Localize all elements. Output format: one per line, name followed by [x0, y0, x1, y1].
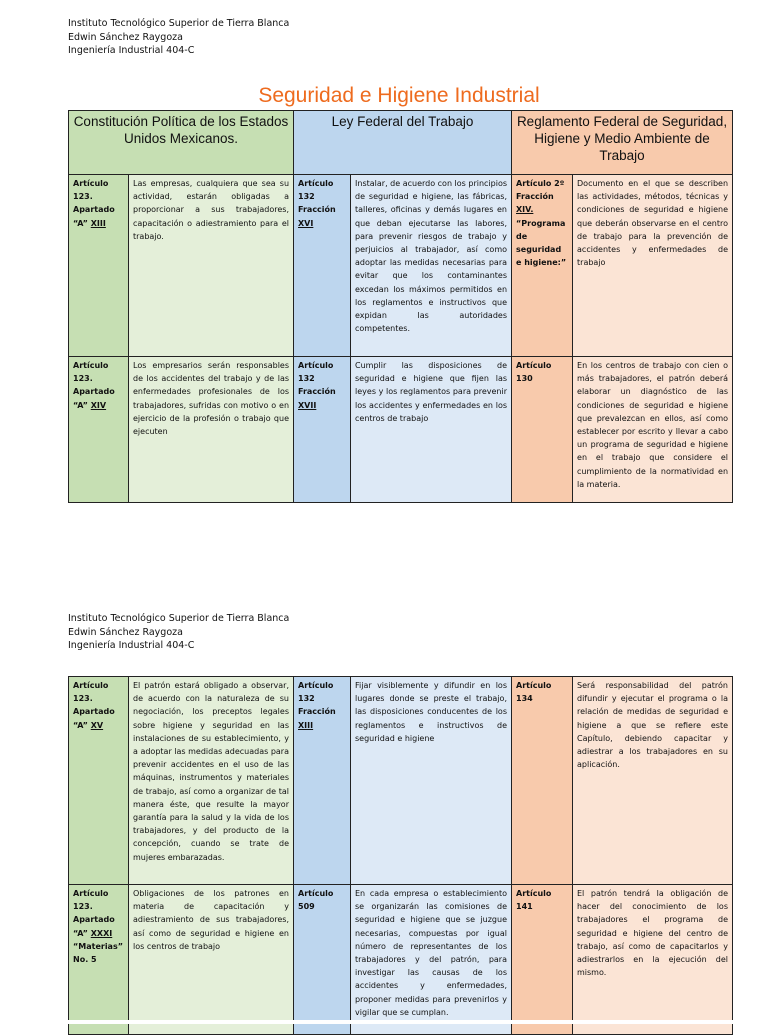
article-cell: Artículo 509	[294, 885, 351, 1035]
table-row	[69, 357, 733, 503]
article-cell: Artículo 132 Fracción XVI	[294, 175, 351, 357]
article-text: Cumplir las disposiciones de seguridad e higiene que fijen las leyes y los reglamentos para prevenir los accidentes y enfermedades en los centros de trabajo	[351, 357, 512, 503]
article-text: Será responsabilidad del patrón difundir y ejecutar el programa o la relación de medidas de seguridad e higiene a que se refiere este Capítulo, debiendo capacitar y adiestrar a los trabajadores en su aplicación.	[573, 677, 733, 885]
document-header-page-2	[68, 612, 289, 653]
author-name: Edwin Sánchez Raygoza	[68, 31, 183, 43]
article-cell: Artículo 123. Apartado “A” XXXI “Materias” No. 5	[69, 885, 129, 1035]
author-name: Edwin Sánchez Raygoza	[68, 626, 183, 638]
article-text: El patrón estará obligado a observar, de acuerdo con la naturaleza de su negociación, los preceptos legales sobre higiene y seguridad en las instalaciones de su establecimiento, y a adoptar las medidas adecuadas para prevenir accidentes en el uso de las máquinas, instrumentos y materiales de trabajo, así como a organizar de tal manera éste, que resulte la mayor garantía para la salud y la vida de los trabajadores, y del producto de la concepción, cuando se trate de mujeres embarazadas.	[129, 677, 294, 885]
document-title: Seguridad e Higiene Industrial	[258, 84, 540, 107]
article-cell: Artículo 132 Fracción XIII	[294, 677, 351, 885]
table-row	[69, 677, 733, 885]
header-ley-federal: Ley Federal del Trabajo	[294, 111, 512, 175]
article-text: En cada empresa o establecimiento se organizarán las comisiones de seguridad e higiene que se juzgue necesarias, compuestas por igual número de representantes de los trabajadores y del patrón, para investigar las causas de los accidentes y enfermedades, proponer medidas para prevenirlos y vigilar que se cumplan.	[351, 885, 512, 1035]
comparison-table-page-2	[68, 676, 733, 1035]
article-cell: Artículo 134	[512, 677, 573, 885]
table-row	[69, 885, 733, 1035]
article-cell: Artículo 123. Apartado “A” XIV	[69, 357, 129, 503]
article-text: El patrón tendrá la obligación de hacer del conocimiento de los trabajadores el programa de seguridad e higiene del centro de trabajo, así como de capacitarlos y adiestrarlos en la ejecución del mismo.	[573, 885, 733, 1035]
course-name: Ingeniería Industrial 404-C	[68, 640, 195, 651]
document-header-page-1	[68, 17, 289, 58]
article-text: Documento en el que se describen las actividades, métodos, técnicas y condiciones de seguridad e higiene que deberán observarse en el centro de trabajo para la prevención de accidentes y enfermedades de trabajo	[573, 175, 733, 357]
course-name: Ingeniería Industrial 404-C	[68, 45, 195, 56]
article-cell: Artículo 141	[512, 885, 573, 1035]
article-text: En los centros de trabajo con cien o más trabajadores, el patrón deberá elaborar un diagnóstico de las condiciones de seguridad e higiene que prevalezcan en ellos, así como establecer por escrito y llevar a cabo un programa de seguridad e higiene en el trabajo que considere el cumplimiento de la normatividad en la materia.	[573, 357, 733, 503]
article-text: Las empresas, cualquiera que sea su actividad, estarán obligadas a proporcionar a sus trabajadores, capacitación o adiestramiento para el trabajo.	[129, 175, 294, 357]
article-cell: Artículo 123. Apartado “A” XV	[69, 677, 129, 885]
table-row	[69, 175, 733, 357]
header-constitucion: Constitución Política de los Estados Unidos Mexicanos.	[69, 111, 294, 175]
article-text: Los empresarios serán responsables de los accidentes del trabajo y de las enfermedades profesionales de los trabajadores, sufridas con motivo o en ejercicio de la profesión o trabajo que ejecuten	[129, 357, 294, 503]
article-text: Fijar visiblemente y difundir en los lugares donde se preste el trabajo, las disposiciones conducentes de los reglamentos e instructivos de seguridad e higiene	[351, 677, 512, 885]
header-reglamento: Reglamento Federal de Seguridad, Higiene y Medio Ambiente de Trabajo	[512, 111, 733, 175]
comparison-table-page-1	[68, 110, 733, 503]
institution-name: Instituto Tecnológico Superior de Tierra Blanca	[68, 18, 290, 29]
article-cell: Artículo 123. Apartado “A” XIII	[69, 175, 129, 357]
article-cell: Artículo 2º Fracción XIV. “Programa de seguridad e higiene:”	[512, 175, 573, 357]
page-edge	[0, 1020, 768, 1024]
article-cell: Artículo 132 Fracción XVII	[294, 357, 351, 503]
institution-name: Instituto Tecnológico Superior de Tierra Blanca	[68, 613, 290, 624]
article-text: Obligaciones de los patrones en materia de capacitación y adiestramiento de sus trabajadores, así como de seguridad e higiene en los centros de trabajo	[129, 885, 294, 1035]
article-text: Instalar, de acuerdo con los principios de seguridad e higiene, las fábricas, talleres, oficinas y demás lugares en que deban ejecutarse las labores, para prevenir riesgos de trabajo y perjuicios al trabajador, así como adoptar las medidas necesarias para evitar que los contaminantes excedan los máximos permitidos en los reglamentos e instructivos que expidan las autoridades competentes.	[351, 175, 512, 357]
article-cell: Artículo 130	[512, 357, 573, 503]
